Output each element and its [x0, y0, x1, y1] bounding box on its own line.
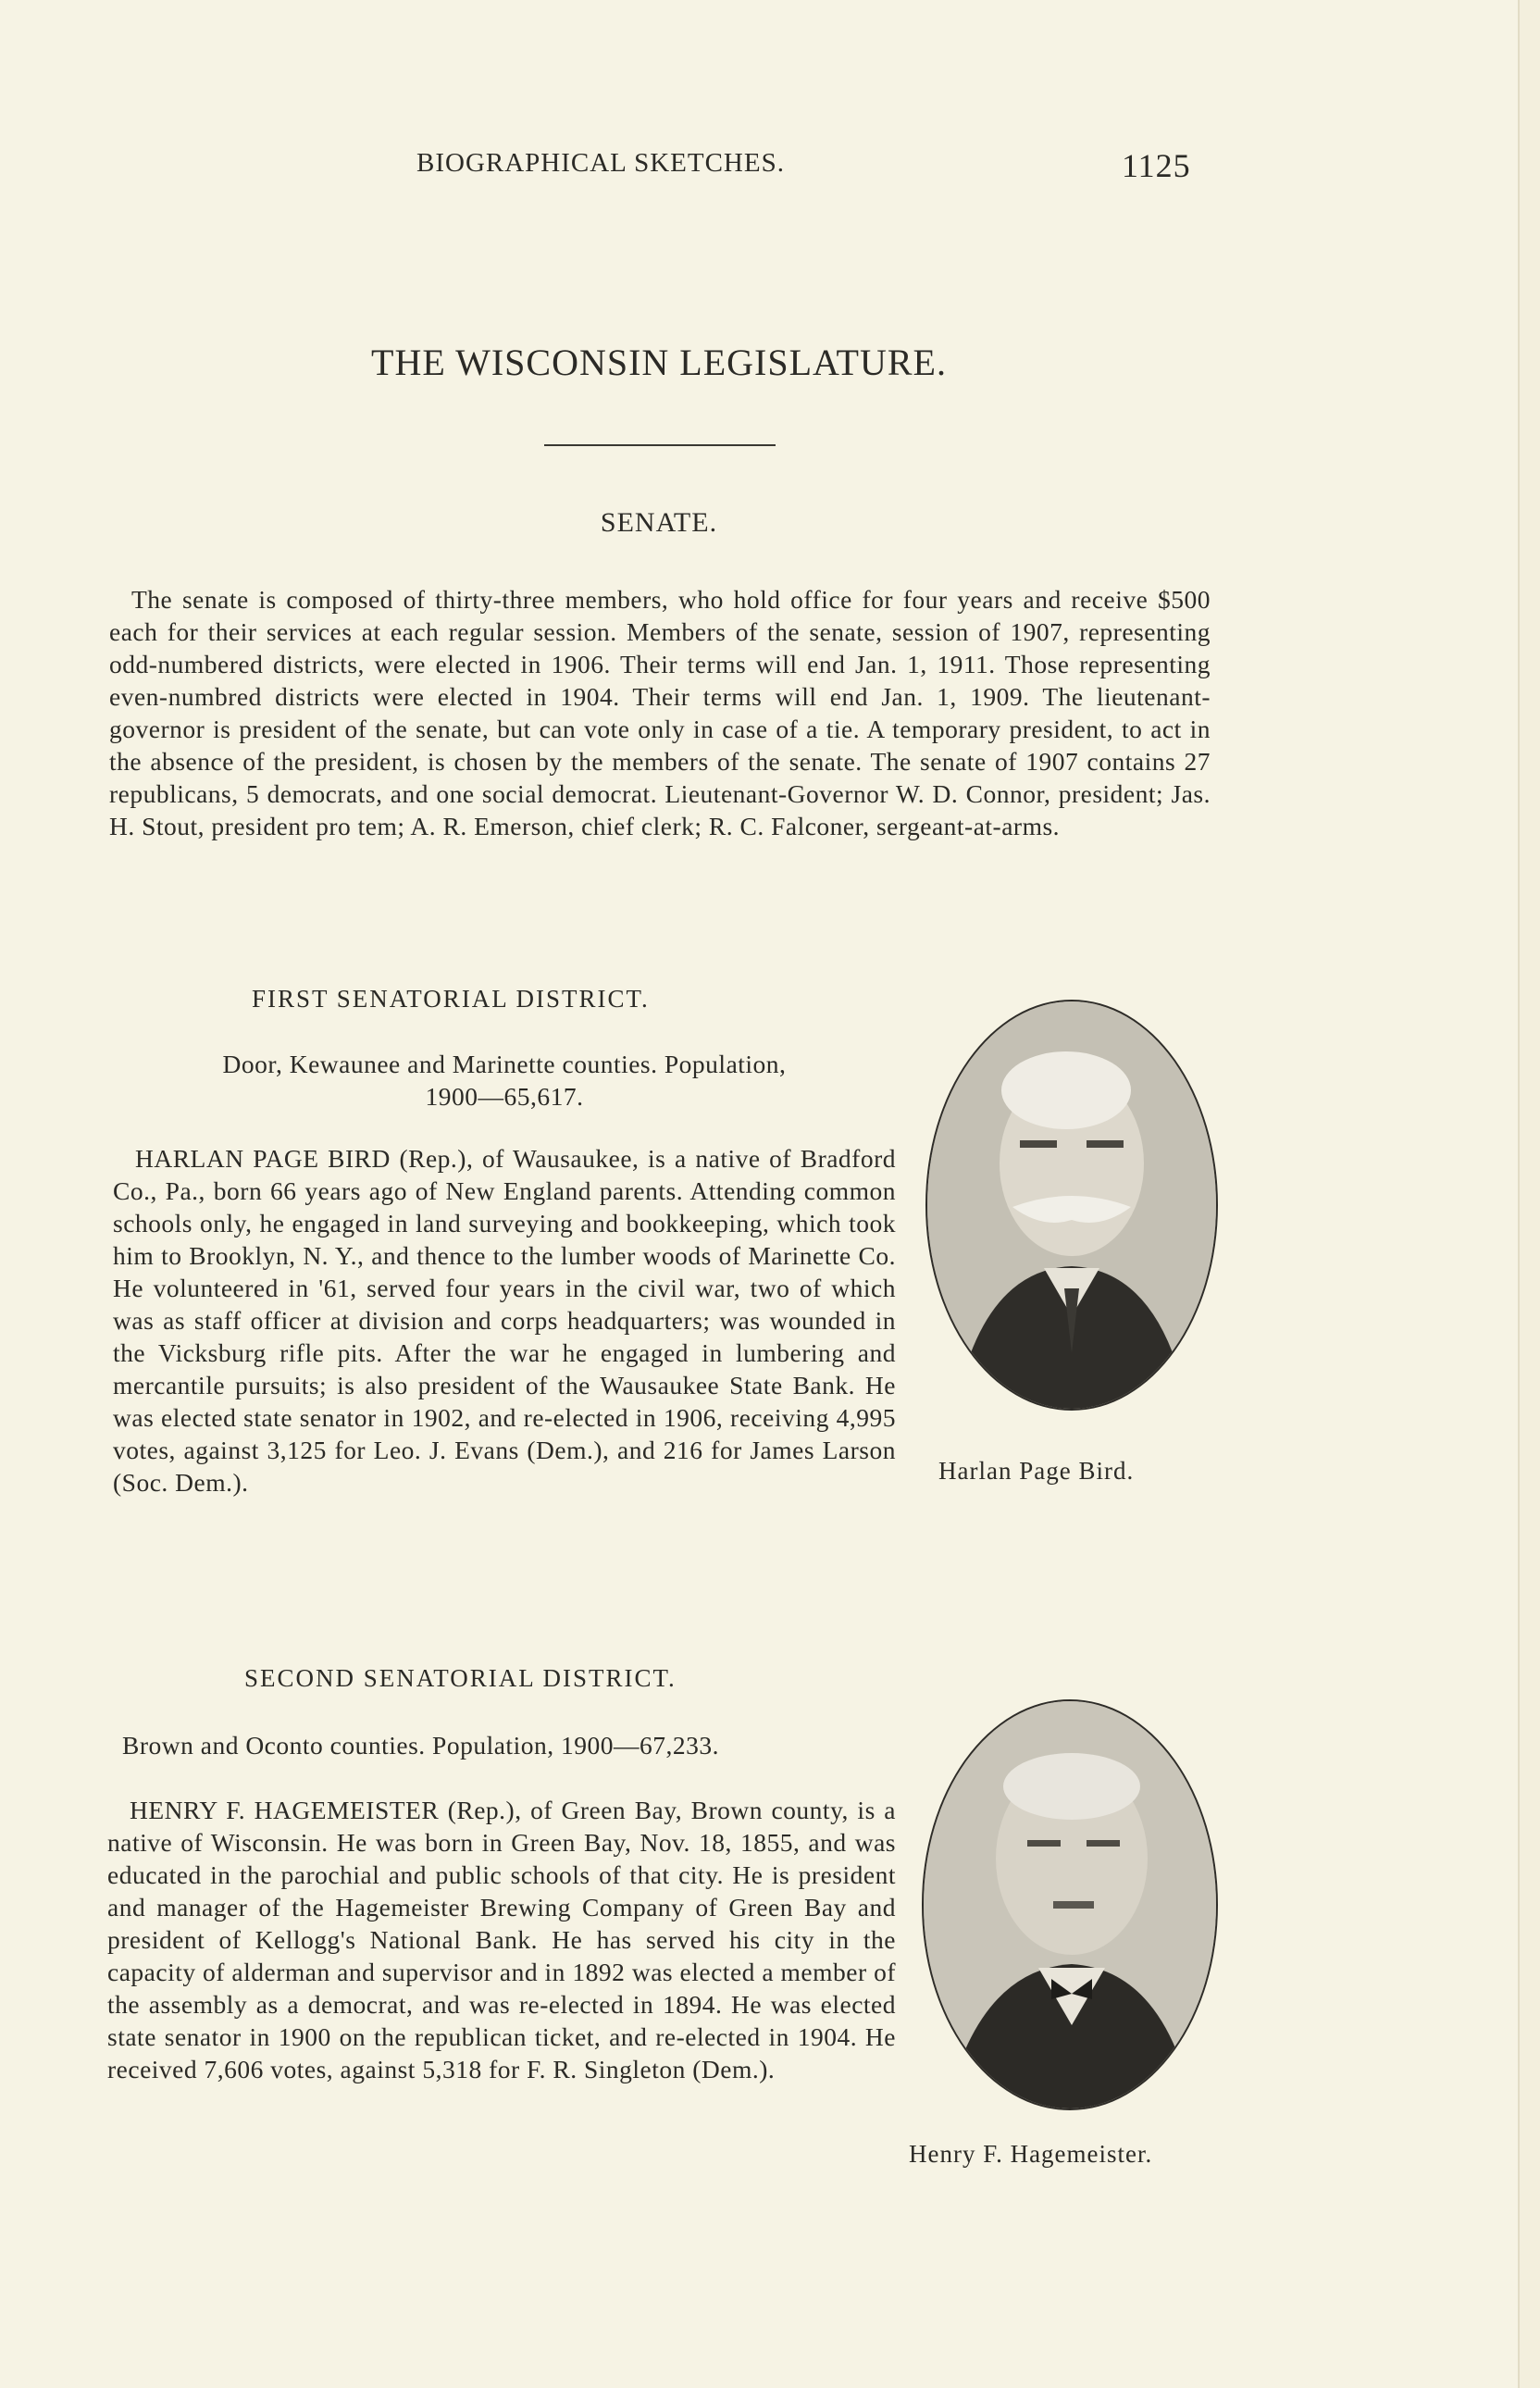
- population-line: 1900—65,617.: [425, 1082, 584, 1111]
- portrait-caption-hagemeister: Henry F. Hagemeister.: [909, 2140, 1153, 2168]
- page-number: 1125: [1122, 147, 1191, 184]
- section-title: SENATE.: [600, 507, 718, 538]
- intro-paragraph: The senate is composed of thirty-three members, who hold office for four years and receive $500 each for their services at each regular session. Members of the senate, session of 1907, representing odd-numbered districts, were elected in 1906. Their terms will end Jan. 1, 1911. Those representing even-numbred districts were elected in 1904. Their terms will end Jan. 1, 1909. The lieutenant-governor is president of the senate, but can vote only in case of a tie. A temporary president, to act in the absence of the president, is chosen by the members of the senate. The senate of 1907 contains 27 republicans, 5 democrats, and one social democrat. Lieutenant-Governor W. D. Connor, president; Jas. H. Stout, president pro tem; A. R. Emerson, chief clerk; R. C. Falconer, sergeant-at-arms.: [109, 585, 1211, 840]
- biography-hagemeister: HENRY F. HAGEMEISTER (Rep.), of Green Bay, Brown county, is a native of Wisconsin. He was born in Green Bay, Nov. 18, 1855, and was educated in the parochial and public schools of that city. He is president and manager of the Hagemeister Brewing Company of Green Bay and president of Kellogg's National Bank. He has served his city in the capacity of alderman and supervisor and in 1892 was elected a member of the assembly as a democrat, and was re-elected in 1894. He was elected state senator in 1900 on the republican ticket, and re-elected in 1904. He received 7,606 votes, against 5,318 for F. R. Singleton (Dem.).: [107, 1796, 896, 2083]
- portrait-photo-hagemeister: [922, 1699, 1218, 2110]
- counties-line: Door, Kewaunee and Marinette counties. Population,: [222, 1050, 787, 1078]
- biography-bird: HARLAN PAGE BIRD (Rep.), of Wausaukee, is a native of Bradford Co., Pa., born 66 years ago of New England parents. Attending common schools only, he engaged in land surveying and bookkeeping, which took him to Brooklyn, N. Y., and thence to the lumber woods of Marinette Co. He volunteered in '61, served four years in the civil war, two of which was as staff officer at division and corps headquarters; was wounded in the Vicksburg rifle pits. After the war he engaged in lumbering and mercantile pursuits; is also president of the Wausaukee State Bank. He was elected state senator in 1902, and re-elected in 1906, receiving 4,995 votes, against 3,125 for Leo. J. Evans (Dem.), and 216 for James Larson (Soc. Dem.).: [113, 1144, 896, 1497]
- title-rule: [544, 444, 776, 446]
- district-counties-second: [122, 1729, 890, 1761]
- running-head: BIOGRAPHICAL SKETCHES.: [416, 148, 785, 178]
- portrait-photo-bird: [925, 1000, 1218, 1411]
- district-title-first: FIRST SENATORIAL DISTRICT.: [252, 985, 650, 1013]
- district-title-second: SECOND SENATORIAL DISTRICT.: [244, 1664, 677, 1692]
- portrait-caption-bird: Harlan Page Bird.: [938, 1457, 1135, 1485]
- page-title: THE WISCONSIN LEGISLATURE.: [371, 342, 947, 383]
- counties-line: Brown and Oconto counties. Population, 1900—67,233.: [122, 1731, 719, 1760]
- district-counties-first: [113, 1048, 896, 1113]
